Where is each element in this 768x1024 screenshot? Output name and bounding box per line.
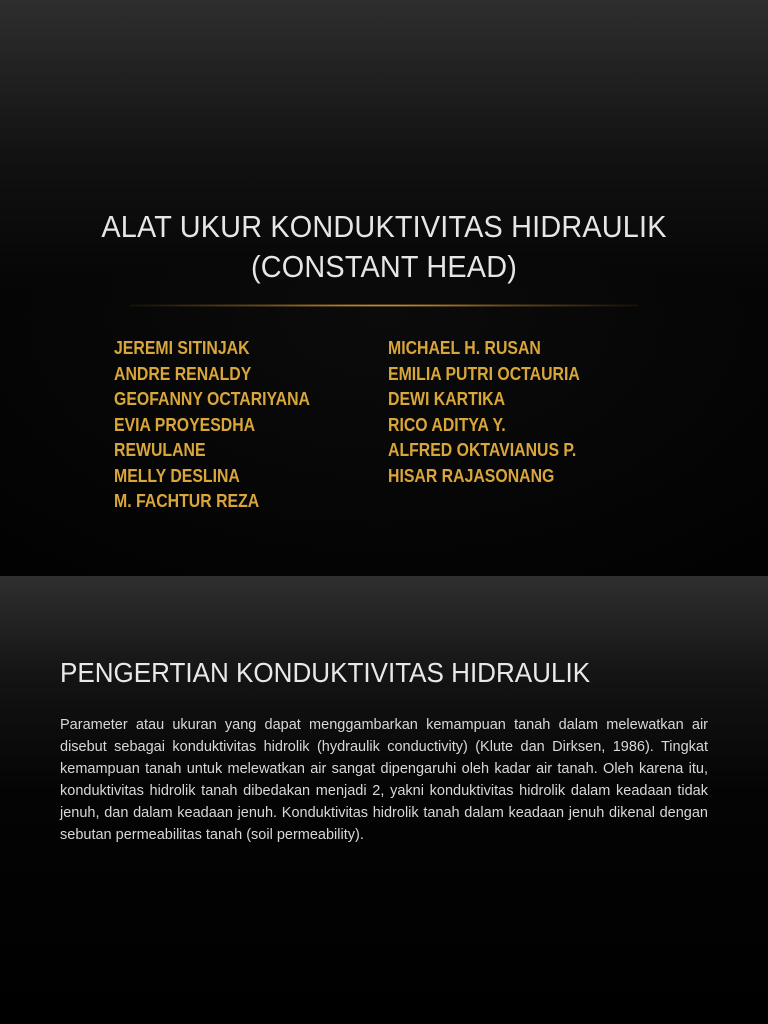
author-name: EVIA PROYESDHA bbox=[114, 414, 256, 435]
author-list-left bbox=[114, 336, 310, 515]
author-name: M. FACHTUR REZA bbox=[114, 491, 260, 511]
author-name: MELLY DESLINA bbox=[114, 465, 240, 486]
slide-title bbox=[27, 207, 741, 287]
author-name: GEOFANNY OCTARIYANA bbox=[114, 389, 310, 409]
author-name: MICHAEL H. RUSAN bbox=[388, 338, 541, 358]
slide-title-line-1: ALAT UKUR KONDUKTIVITAS HIDRAULIK bbox=[101, 209, 667, 244]
author-name: REWULANE bbox=[114, 440, 206, 460]
content-slide bbox=[0, 576, 768, 1024]
section-paragraph: Parameter atau ukuran yang dapat menggambarkan kemampuan tanah dalam melewatkan air disebut sebagai konduktivitas hidrolik (hydraulik conductivity) (Klute dan Dirksen, 1986). Tingkat kemampuan tanah untuk melewatkan air sangat dipengaruhi oleh kadar air tanah. Oleh karena itu, konduktivitas hidrolik tanah dibedakan menjadi 2, yakni konduktivitas hidrolik dalam keadaan tidak jenuh, dan dalam keadaan jenuh. Konduktivitas hidrolik tanah dalam keadaan jenuh dikenal dengan sebutan permeabilitas tanah (soil permeability). bbox=[60, 717, 708, 843]
author-list-right bbox=[388, 336, 580, 489]
author-name: JEREMI SITINJAK bbox=[114, 338, 250, 358]
author-name: ANDRE RENALDY bbox=[114, 363, 252, 384]
slide-title-line-2: (CONSTANT HEAD) bbox=[250, 249, 518, 284]
author-name: RICO ADITYA Y. bbox=[388, 414, 506, 435]
title-divider bbox=[130, 304, 638, 307]
author-name: ALFRED OKTAVIANUS P. bbox=[388, 440, 577, 460]
author-name: HISAR RAJASONANG bbox=[388, 465, 555, 486]
section-heading: PENGERTIAN KONDUKTIVITAS HIDRAULIK bbox=[60, 657, 591, 688]
author-name: DEWI KARTIKA bbox=[388, 389, 506, 409]
author-name: EMILIA PUTRI OCTAURIA bbox=[388, 363, 580, 384]
